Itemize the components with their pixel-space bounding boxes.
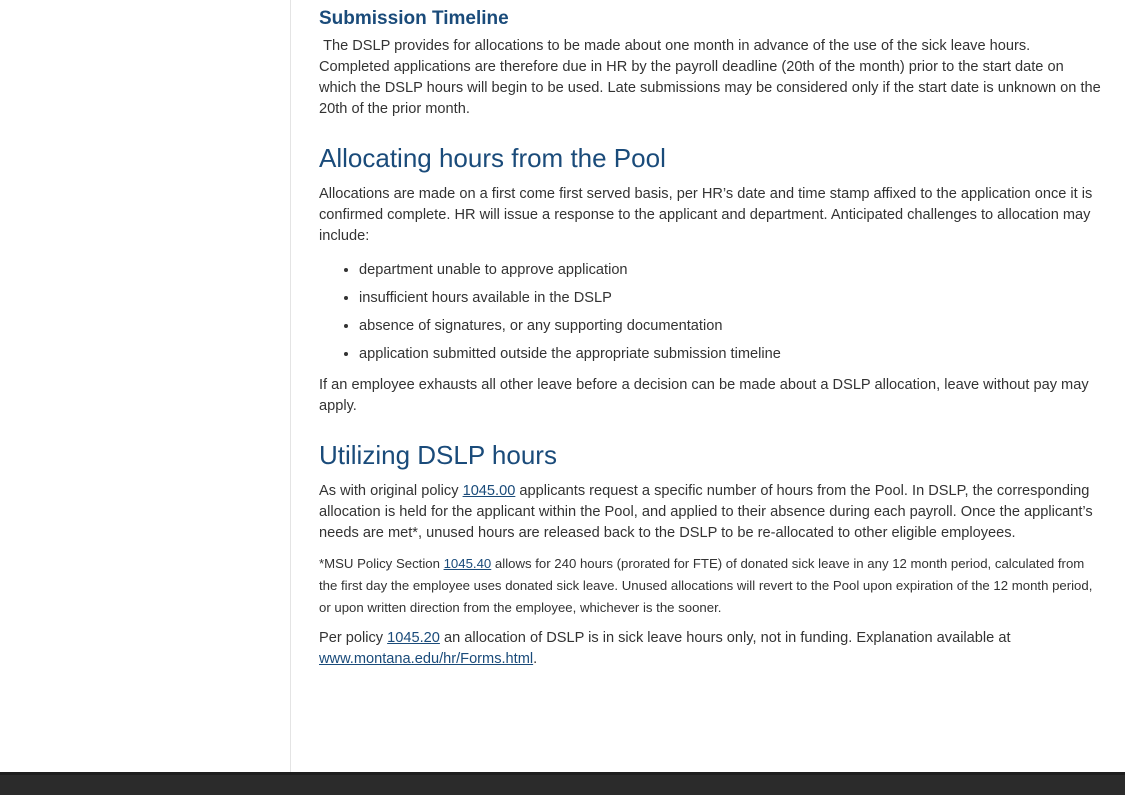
footer-bar (0, 772, 1125, 795)
allocating-intro-text: Allocations are made on a first come first served basis, per HR’s date and time stamp affixed to the application once it is confirmed complete. HR will issue a response to the applicant and department. Anticipated challenges to allocation may include: (319, 186, 1093, 244)
hr-forms-link[interactable]: www.montana.edu/hr/Forms.html (319, 651, 534, 667)
utilizing-p1-text-after: applicants request a specific number of hours from the Pool. In DSLP, the corresponding allocation is held for the applicant within the Pool, and applied to their absence during each payroll. Once the applicant’s needs are met*, unused hours are released back to the DSLP to be re-allocated to other eligible employees. (319, 483, 1093, 541)
allocating-closing-text: If an employee exhausts all other leave before a decision can be made about a DSLP allocation, leave without pay may apply. (319, 377, 1089, 414)
utilizing-p2-text-after: allows for 240 hours (prorated for FTE) of donated sick leave in any 12 month period, calculated from the first day the employee uses donated sick leave. Unused allocations will revert to the Pool upon expiration of the 12 month period, or upon written direction from the employee, whichever is the sooner. (319, 556, 1093, 615)
utilizing-p3-text-before: Per policy (319, 630, 388, 646)
list-item: • department unable to approve application (359, 256, 1101, 284)
submission-timeline-heading: Submission Timeline (319, 8, 509, 29)
utilizing-paragraph-3 (319, 628, 1101, 670)
utilizing-p2-text-before: *MSU Policy Section (319, 556, 444, 571)
utilizing-p1-text-before: As with original policy (319, 483, 463, 499)
utilizing-paragraph-1 (319, 481, 1101, 544)
submission-timeline-text: The DSLP provides for allocations to be made about one month in advance of the use of the sick leave hours. Completed applications are therefore due in HR by the payroll deadline (20th of the month) prior to the start date on which the DSLP hours will begin to be used. Late submissions may be considered only if the start date is unknown on the 20th of the prior month. (319, 38, 1105, 117)
policy-1045-40-link[interactable]: 1045.40 (443, 556, 492, 571)
policy-1045-00-link[interactable]: 1045.00 (462, 483, 516, 499)
list-item: • insufficient hours available in the DSLP (359, 284, 1101, 312)
allocating-hours-heading: Allocating hours from the Pool (319, 143, 666, 173)
utilizing-p3-text-after: . (533, 651, 538, 667)
policy-1045-20-link[interactable]: 1045.20 (387, 630, 440, 646)
main-content (319, 0, 1105, 670)
list-item: • absence of signatures, or any supporting documentation (359, 312, 1101, 340)
left-sidebar (0, 0, 291, 772)
utilizing-paragraph-2 (319, 553, 1101, 619)
utilizing-p3-text-middle: an allocation of DSLP is in sick leave hours only, not in funding. Explanation available at (439, 630, 1011, 646)
allocation-challenges-list (319, 256, 1101, 368)
list-item: • application submitted outside the appropriate submission timeline (359, 340, 1101, 368)
utilizing-dslp-heading: Utilizing DSLP hours (319, 440, 557, 470)
